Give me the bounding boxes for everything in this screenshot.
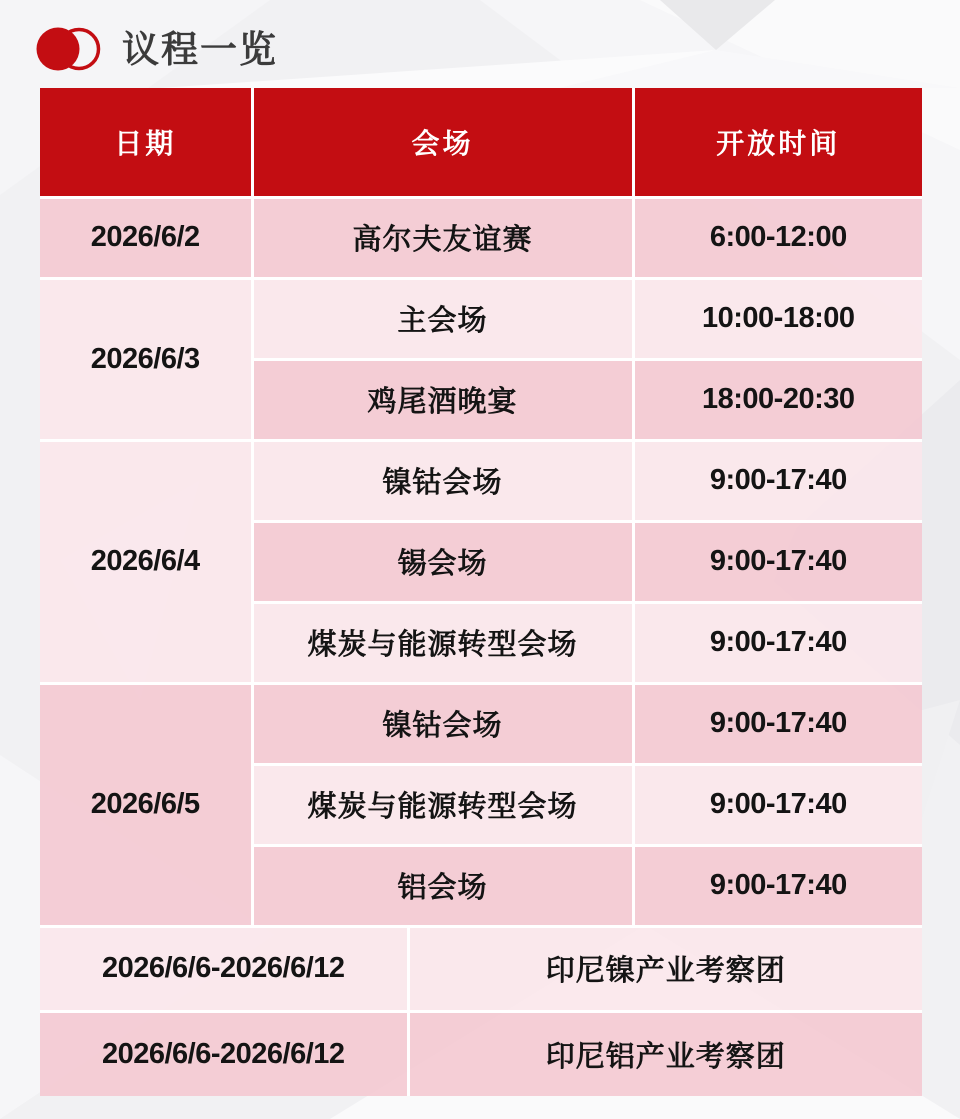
agenda-table: [40, 88, 922, 1096]
time-cell: 18:00-20:30: [633, 359, 922, 440]
tour-date-cell: 2026/6/6-2026/6/12: [40, 1011, 408, 1096]
tour-event-cell: 印尼铝产业考察团: [408, 1011, 922, 1096]
date-cell: 2026/6/5: [40, 683, 252, 926]
table-row: [40, 440, 922, 521]
section-title-row: [36, 20, 278, 78]
table-row: [40, 197, 922, 278]
header-cell-time: 开放时间: [633, 88, 922, 197]
page-title: 议程一览: [122, 28, 278, 70]
venue-cell: 主会场: [252, 278, 633, 359]
table-header-row: [40, 88, 922, 197]
venue-cell: 铝会场: [252, 845, 633, 926]
header-cell-date: 日期: [40, 88, 252, 197]
date-cell: 2026/6/4: [40, 440, 252, 683]
date-cell: 2026/6/3: [40, 278, 252, 440]
time-cell: 9:00-17:40: [633, 602, 922, 683]
table-row: [40, 926, 922, 1011]
date-cell: 2026/6/2: [40, 197, 252, 278]
time-cell: 9:00-17:40: [633, 683, 922, 764]
time-cell: 10:00-18:00: [633, 278, 922, 359]
venue-cell: 高尔夫友谊赛: [252, 197, 633, 278]
table-row: [40, 1011, 922, 1096]
venue-cell: 煤炭与能源转型会场: [252, 602, 633, 683]
venue-cell: 镍钴会场: [252, 683, 633, 764]
venue-cell: 鸡尾酒晚宴: [252, 359, 633, 440]
tour-event-cell: 印尼镍产业考察团: [408, 926, 922, 1011]
venue-cell: 镍钴会场: [252, 440, 633, 521]
time-cell: 9:00-17:40: [633, 440, 922, 521]
tour-date-cell: 2026/6/6-2026/6/12: [40, 926, 408, 1011]
time-cell: 6:00-12:00: [633, 197, 922, 278]
overlapping-circles-icon: [36, 24, 102, 74]
time-cell: 9:00-17:40: [633, 764, 922, 845]
venue-cell: 煤炭与能源转型会场: [252, 764, 633, 845]
time-cell: 9:00-17:40: [633, 845, 922, 926]
time-cell: 9:00-17:40: [633, 521, 922, 602]
header-cell-venue: 会场: [252, 88, 633, 197]
venue-cell: 锡会场: [252, 521, 633, 602]
table-row: [40, 278, 922, 359]
table-row: [40, 683, 922, 764]
